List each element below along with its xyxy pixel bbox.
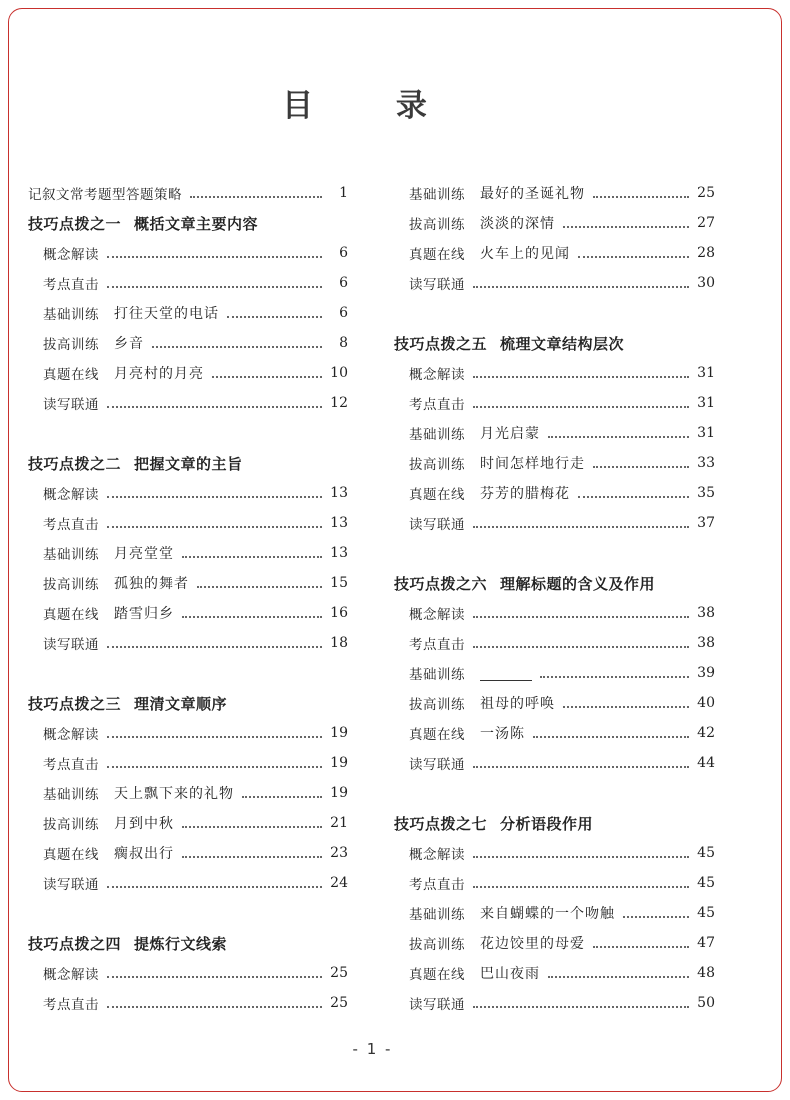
section-heading (394, 328, 715, 358)
entry-page: 39 (697, 665, 715, 681)
section-gap (28, 418, 348, 448)
dot-leader (227, 316, 322, 318)
dot-leader (548, 976, 689, 978)
section-gap (28, 658, 348, 688)
toc-entry[interactable] (394, 208, 715, 238)
toc-entry[interactable] (394, 598, 715, 628)
entry-title: 天上飘下来的礼物 (114, 786, 234, 802)
toc-entry[interactable] (394, 508, 715, 538)
entry-label: 概念解读 (409, 367, 465, 383)
dot-leader (107, 406, 322, 408)
entry-page: 19 (330, 785, 348, 801)
entry-page: 45 (697, 845, 715, 861)
toc-entry[interactable] (394, 238, 715, 268)
entry-page: 40 (697, 695, 715, 711)
dot-leader (152, 346, 322, 348)
entry-page: 38 (697, 635, 715, 651)
entry-page: 44 (697, 755, 715, 771)
entry-label: 基础训练 (409, 907, 465, 923)
entry-page: 1 (339, 185, 348, 201)
entry-title: 打往天堂的电话 (114, 306, 219, 322)
entry-page: 42 (697, 725, 715, 741)
entry-page: 12 (330, 395, 348, 411)
dot-leader (473, 376, 689, 378)
toc-entry[interactable] (394, 418, 715, 448)
entry-label: 基础训练 (43, 547, 99, 563)
entry-page: 6 (339, 305, 348, 321)
toc-entry[interactable] (28, 358, 348, 388)
entry-title: 一汤陈 (480, 726, 525, 742)
toc-entry[interactable] (28, 628, 348, 658)
dot-leader (107, 496, 322, 498)
entry-label: 读写联通 (409, 757, 465, 773)
section-title: 分析语段作用 (500, 814, 594, 833)
entry-title: 时间怎样地行走 (480, 456, 585, 472)
dot-leader (563, 706, 689, 708)
entry-label: 基础训练 (43, 307, 99, 323)
dot-leader (473, 526, 689, 528)
entry-page: 15 (330, 575, 348, 591)
entry-label: 真题在线 (409, 967, 465, 983)
entry-page: 33 (697, 455, 715, 471)
dot-leader (182, 556, 322, 558)
entry-page: 13 (330, 485, 348, 501)
entry-page: 24 (330, 875, 348, 891)
toc-entry[interactable] (394, 988, 715, 1018)
entry-page: 48 (697, 965, 715, 981)
dot-leader (623, 916, 689, 918)
entry-label: 读写联通 (409, 997, 465, 1013)
entry-label: 概念解读 (409, 847, 465, 863)
section-gap (394, 778, 715, 808)
toc-entry[interactable] (394, 688, 715, 718)
dot-leader (107, 1006, 322, 1008)
toc-entry[interactable] (394, 358, 715, 388)
toc-entry[interactable] (28, 268, 348, 298)
entry-label: 真题在线 (409, 247, 465, 263)
section-title: 把握文章的主旨 (134, 454, 243, 473)
entry-title: 瘸叔出行 (114, 846, 174, 862)
section-prefix: 技巧点拨之三 (28, 694, 122, 713)
dot-leader (107, 256, 322, 258)
toc-entry[interactable] (28, 238, 348, 268)
entry-title: 火车上的见闻 (480, 246, 570, 262)
section-heading (28, 208, 348, 238)
toc-entry[interactable] (394, 958, 715, 988)
dot-leader (533, 736, 689, 738)
dot-leader (578, 256, 689, 258)
entry-page: 21 (330, 815, 348, 831)
entry-page: 25 (330, 995, 348, 1011)
section-gap (394, 298, 715, 328)
dot-leader (212, 376, 322, 378)
toc-entry[interactable] (394, 178, 715, 208)
dot-leader (563, 226, 689, 228)
toc-entry[interactable] (28, 328, 348, 358)
entry-page: 30 (697, 275, 715, 291)
entry-label: 读写联通 (43, 877, 99, 893)
toc-entry[interactable] (28, 568, 348, 598)
entry-title: 来自蝴蝶的一个吻触 (480, 906, 615, 922)
toc-entry[interactable] (394, 448, 715, 478)
toc-entry[interactable] (28, 298, 348, 328)
entry-label: 考点直击 (43, 517, 99, 533)
toc-entry[interactable] (28, 718, 348, 748)
dot-leader (190, 196, 322, 198)
entry-title: 最好的圣诞礼物 (480, 186, 585, 202)
entry-page: 47 (697, 935, 715, 951)
section-prefix: 技巧点拨之五 (394, 334, 488, 353)
dot-leader (593, 946, 689, 948)
entry-page: 45 (697, 905, 715, 921)
entry-page: 8 (339, 335, 348, 351)
dot-leader (107, 526, 322, 528)
entry-label: 拔高训练 (43, 577, 99, 593)
entry-label: 基础训练 (409, 667, 465, 683)
toc-entry[interactable] (394, 388, 715, 418)
entry-page: 13 (330, 515, 348, 531)
entry-page: 25 (330, 965, 348, 981)
entry-title: 孤独的舞者 (114, 576, 189, 592)
entry-label: 考点直击 (43, 277, 99, 293)
toc-entry[interactable] (28, 988, 348, 1018)
toc-entry[interactable] (394, 838, 715, 868)
section-heading (394, 568, 715, 598)
entry-page: 13 (330, 545, 348, 561)
entry-page: 19 (330, 725, 348, 741)
entry-label: 真题在线 (43, 607, 99, 623)
section-gap (28, 898, 348, 928)
dot-leader (593, 196, 689, 198)
toc-entry[interactable] (394, 928, 715, 958)
toc-entry[interactable] (28, 778, 348, 808)
section-heading (28, 688, 348, 718)
toc-entry[interactable] (28, 388, 348, 418)
toc-entry[interactable] (394, 628, 715, 658)
entry-label: 拔高训练 (409, 217, 465, 233)
entry-label: 记叙文常考题型答题策略 (28, 187, 182, 203)
entry-page: 6 (339, 275, 348, 291)
dot-leader (593, 466, 689, 468)
toc-entry[interactable] (28, 868, 348, 898)
dot-leader (473, 286, 689, 288)
entry-page: 45 (697, 875, 715, 891)
toc-entry[interactable] (394, 898, 715, 928)
dot-leader (197, 586, 322, 588)
entry-label: 拔高训练 (409, 937, 465, 953)
dot-leader (107, 766, 322, 768)
dot-leader (473, 1006, 689, 1008)
section-prefix: 技巧点拨之六 (394, 574, 488, 593)
dot-leader (578, 496, 689, 498)
page-number: - 1 - (352, 1040, 393, 1058)
section-prefix: 技巧点拨之七 (394, 814, 488, 833)
entry-label: 真题在线 (43, 847, 99, 863)
entry-title: 月亮村的月亮 (114, 366, 204, 382)
entry-label: 读写联通 (409, 277, 465, 293)
entry-label: 概念解读 (43, 487, 99, 503)
entry-label: 读写联通 (409, 517, 465, 533)
toc-top-entry[interactable] (28, 178, 348, 208)
section-heading (394, 808, 715, 838)
entry-page: 18 (330, 635, 348, 651)
section-heading (28, 928, 348, 958)
dot-leader (540, 676, 689, 678)
section-title: 理清文章顺序 (134, 694, 228, 713)
section-prefix: 技巧点拨之二 (28, 454, 122, 473)
toc-entry[interactable] (28, 808, 348, 838)
section-heading (28, 448, 348, 478)
entry-page: 19 (330, 755, 348, 771)
entry-label: 真题在线 (409, 727, 465, 743)
toc-entry[interactable] (28, 508, 348, 538)
entry-page: 6 (339, 245, 348, 261)
entry-label: 概念解读 (43, 727, 99, 743)
toc-entry[interactable] (28, 748, 348, 778)
entry-title: 月到中秋 (114, 816, 174, 832)
entry-label: 概念解读 (409, 607, 465, 623)
entry-page: 31 (697, 425, 715, 441)
dot-leader (548, 436, 689, 438)
dot-leader (182, 856, 322, 858)
dot-leader (473, 646, 689, 648)
entry-label: 基础训练 (409, 427, 465, 443)
dot-leader (242, 796, 322, 798)
entry-page: 37 (697, 515, 715, 531)
toc-entry[interactable] (394, 658, 715, 688)
entry-page: 38 (697, 605, 715, 621)
toc-entry[interactable] (28, 838, 348, 868)
dot-leader (473, 886, 689, 888)
entry-title: 月亮堂堂 (114, 546, 174, 562)
entry-label: 真题在线 (409, 487, 465, 503)
toc-entry[interactable] (28, 958, 348, 988)
section-title: 概括文章主要内容 (134, 214, 259, 233)
toc-entry[interactable] (394, 478, 715, 508)
dot-leader (473, 616, 689, 618)
toc-entry[interactable] (28, 538, 348, 568)
entry-label: 概念解读 (43, 967, 99, 983)
entry-page: 16 (330, 605, 348, 621)
dot-leader (473, 766, 689, 768)
entry-title: 乡音 (114, 336, 144, 352)
section-title: 提炼行文线索 (134, 934, 228, 953)
entry-label: 考点直击 (409, 637, 465, 653)
toc-entry[interactable] (394, 868, 715, 898)
entry-label: 基础训练 (409, 187, 465, 203)
entry-label: 考点直击 (43, 757, 99, 773)
entry-page: 25 (697, 185, 715, 201)
entry-label: 考点直击 (409, 397, 465, 413)
dot-leader (182, 826, 322, 828)
entry-title: 淡淡的深情 (480, 216, 555, 232)
section-title: 理解标题的含义及作用 (500, 574, 656, 593)
entry-label: 基础训练 (43, 787, 99, 803)
section-title: 梳理文章结构层次 (500, 334, 625, 353)
entry-label: 考点直击 (43, 997, 99, 1013)
entry-title: 祖母的呼唤 (480, 696, 555, 712)
toc-entry[interactable] (28, 598, 348, 628)
toc-entry[interactable] (28, 478, 348, 508)
entry-title: 花边饺里的母爱 (480, 936, 585, 952)
entry-label: 拔高训练 (409, 697, 465, 713)
entry-page: 31 (697, 395, 715, 411)
section-gap (394, 538, 715, 568)
entry-label: 读写联通 (43, 637, 99, 653)
entry-label: 拔高训练 (43, 337, 99, 353)
section-prefix: 技巧点拨之一 (28, 214, 122, 233)
dot-leader (107, 736, 322, 738)
toc-entry[interactable] (394, 268, 715, 298)
entry-page: 23 (330, 845, 348, 861)
entry-page: 31 (697, 365, 715, 381)
toc-entry[interactable] (394, 748, 715, 778)
entry-title: 月光启蒙 (480, 426, 540, 442)
entry-label: 读写联通 (43, 397, 99, 413)
dot-leader (107, 286, 322, 288)
dot-leader (107, 646, 322, 648)
entry-title: 踏雪归乡 (114, 606, 174, 622)
dot-leader (182, 616, 322, 618)
section-prefix: 技巧点拨之四 (28, 934, 122, 953)
dot-leader (107, 886, 322, 888)
entry-label: 真题在线 (43, 367, 99, 383)
toc-right-column (394, 178, 715, 1018)
toc-entry[interactable] (394, 718, 715, 748)
entry-label: 拔高训练 (43, 817, 99, 833)
entry-title-blank (480, 666, 532, 681)
dot-leader (107, 976, 322, 978)
dot-leader (473, 406, 689, 408)
entry-label: 概念解读 (43, 247, 99, 263)
entry-title: 巴山夜雨 (480, 966, 540, 982)
entry-page: 50 (697, 995, 715, 1011)
entry-label: 拔高训练 (409, 457, 465, 473)
dot-leader (473, 856, 689, 858)
entry-page: 28 (697, 245, 715, 261)
entry-title: 芬芳的腊梅花 (480, 486, 570, 502)
toc-left-column (28, 178, 348, 1018)
entry-page: 10 (330, 365, 348, 381)
entry-page: 35 (697, 485, 715, 501)
entry-page: 27 (697, 215, 715, 231)
toc-title: 目 录 (282, 88, 463, 124)
entry-label: 考点直击 (409, 877, 465, 893)
